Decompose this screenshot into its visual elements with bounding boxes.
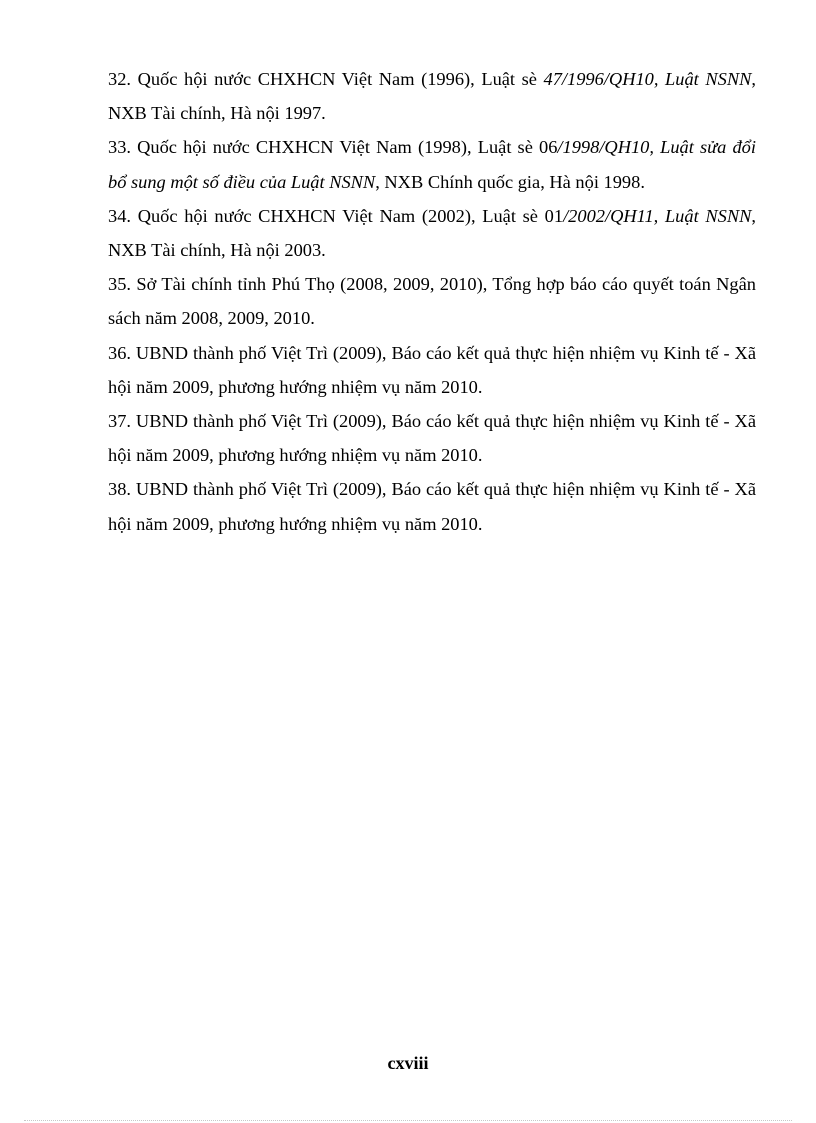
reference-text: 35. Sở Tài chính tỉnh Phú Thọ (2008, 2009, 2010), Tổng hợp báo cáo quyết toán Ngân sách năm 2008, 2009, 2010. bbox=[108, 274, 756, 329]
reference-publisher: , NXB Tài chính, Hà nội 2003. bbox=[108, 205, 756, 261]
reference-publisher: , NXB Tài chính, Hà nội 1997. bbox=[108, 69, 756, 124]
reference-item-38 bbox=[108, 472, 756, 540]
reference-text: 34. Quốc hội nước CHXHCN Việt Nam (2002), Luật sè 01 bbox=[108, 205, 564, 226]
reference-publisher: , NXB Chính quốc gia, Hà nội 1998. bbox=[375, 171, 645, 192]
reference-text: 37. UBND thành phố Việt Trì (2009), Báo cáo kết quả thực hiện nhiệm vụ Kinh tế - Xã hội năm 2009, phương hướng nhiệm vụ năm 2010. bbox=[108, 411, 756, 466]
reference-text: 38. UBND thành phố Việt Trì (2009), Báo cáo kết quả thực hiện nhiệm vụ Kinh tế - Xã hội năm 2009, phương hướng nhiệm vụ năm 2010. bbox=[108, 479, 756, 534]
reference-item-32 bbox=[108, 62, 756, 130]
reference-list bbox=[108, 62, 756, 541]
reference-italic-title: /1998/QH10, Luật sửa đổi bổ sung một số điều của Luật NSNN bbox=[108, 137, 756, 192]
page-bottom-divider bbox=[24, 1120, 792, 1121]
reference-text: 32. Quốc hội nước CHXHCN Việt Nam (1996), Luật sè bbox=[108, 69, 544, 89]
reference-italic-title: 47/1996/QH10, Luật NSNN bbox=[543, 69, 752, 89]
page-number: cxviii bbox=[387, 1053, 429, 1073]
reference-text: 33. Quốc hội nước CHXHCN Việt Nam (1998), Luật sè 06 bbox=[108, 137, 558, 158]
reference-item-35 bbox=[108, 267, 756, 335]
reference-item-34 bbox=[108, 199, 756, 267]
reference-item-33 bbox=[108, 130, 756, 198]
reference-item-37 bbox=[108, 404, 756, 472]
reference-italic-title: /2002/QH11, Luật NSNN bbox=[563, 205, 752, 226]
reference-item-36 bbox=[108, 336, 756, 404]
reference-text: 36. UBND thành phố Việt Trì (2009), Báo cáo kết quả thực hiện nhiệm vụ Kinh tế - Xã hội năm 2009, phương hướng nhiệm vụ năm 2010. bbox=[108, 342, 756, 397]
